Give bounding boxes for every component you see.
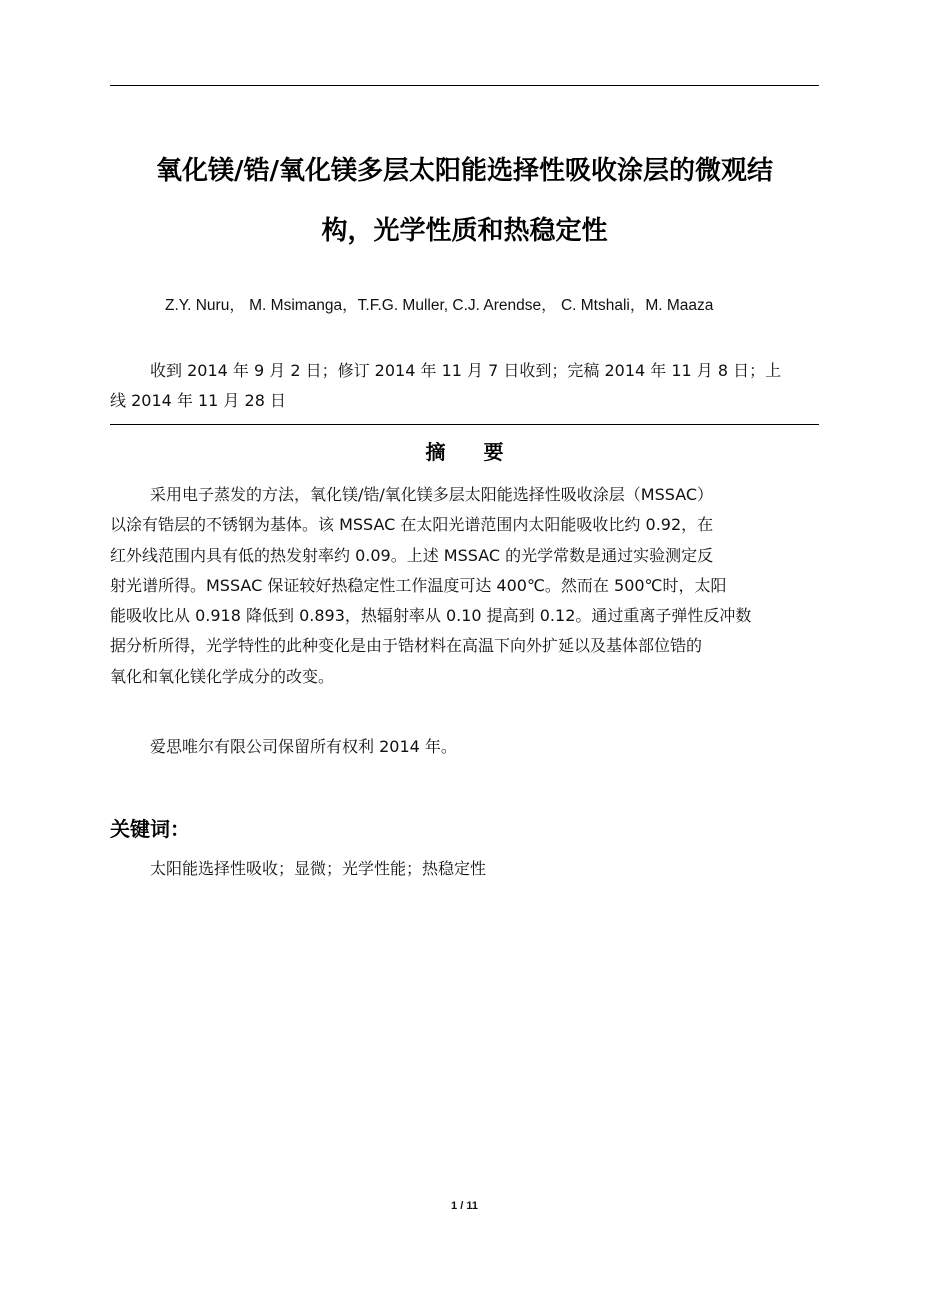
- paper-title-line-1: 氧化镁/锆/氧化镁多层太阳能选择性吸收涂层的微观结: [156, 156, 773, 186]
- publication-dates: [110, 356, 819, 416]
- dates-line-1: 收到 2014 年 9 月 2 日；修订 2014 年 11 月 7 日收到；完稿 2014 年 11 月 8 日；上: [150, 361, 782, 380]
- abstract-line: 能吸收比从 0.918 降低到 0.893，热辐射率从 0.10 提高到 0.12。通过重离子弹性反冲数: [110, 606, 752, 626]
- top-rule: [110, 85, 819, 86]
- page-number: 1 / 11: [451, 1200, 478, 1212]
- paper-title-line-2: 构，光学性质和热稳定性: [321, 216, 608, 246]
- abstract-heading: 摘要: [425, 440, 542, 464]
- abstract-line: 据分析所得，光学特性的此种变化是由于锆材料在高温下向外扩延以及基体部位锆的: [110, 636, 703, 656]
- abstract-body: [110, 480, 819, 692]
- author-list: Z.Y. Nuru， M. Msimanga，T.F.G. Muller, C.J. Arendse， C. Mtshali，M. Maaza: [165, 297, 714, 314]
- abstract-line: 红外线范围内具有低的热发射率约 0.09。上述 MSSAC 的光学常数是通过实验测定反: [110, 545, 714, 565]
- abstract-line: 射光谱所得。MSSAC 保证较好热稳定性工作温度可达 400℃。然而在 500℃时，太阳: [110, 575, 727, 595]
- abstract-line: 采用电子蒸发的方法，氧化镁/锆/氧化镁多层太阳能选择性吸收涂层（MSSAC）: [150, 485, 714, 504]
- keywords-heading: 关键词：: [110, 817, 190, 841]
- copyright-notice: 爱思唯尔有限公司保留所有权利 2014 年。: [150, 737, 457, 756]
- keywords-list: 太阳能选择性吸收；显微；光学性能；热稳定性: [150, 859, 487, 878]
- dates-line-2: 线 2014 年 11 月 28 日: [110, 391, 286, 410]
- abstract-line: 氧化和氧化镁化学成分的改变。: [110, 666, 335, 686]
- section-rule: [110, 424, 819, 425]
- abstract-line: 以涂有锆层的不锈钢为基体。该 MSSAC 在太阳光谱范围内太阳能吸收比约 0.92，在: [110, 515, 714, 535]
